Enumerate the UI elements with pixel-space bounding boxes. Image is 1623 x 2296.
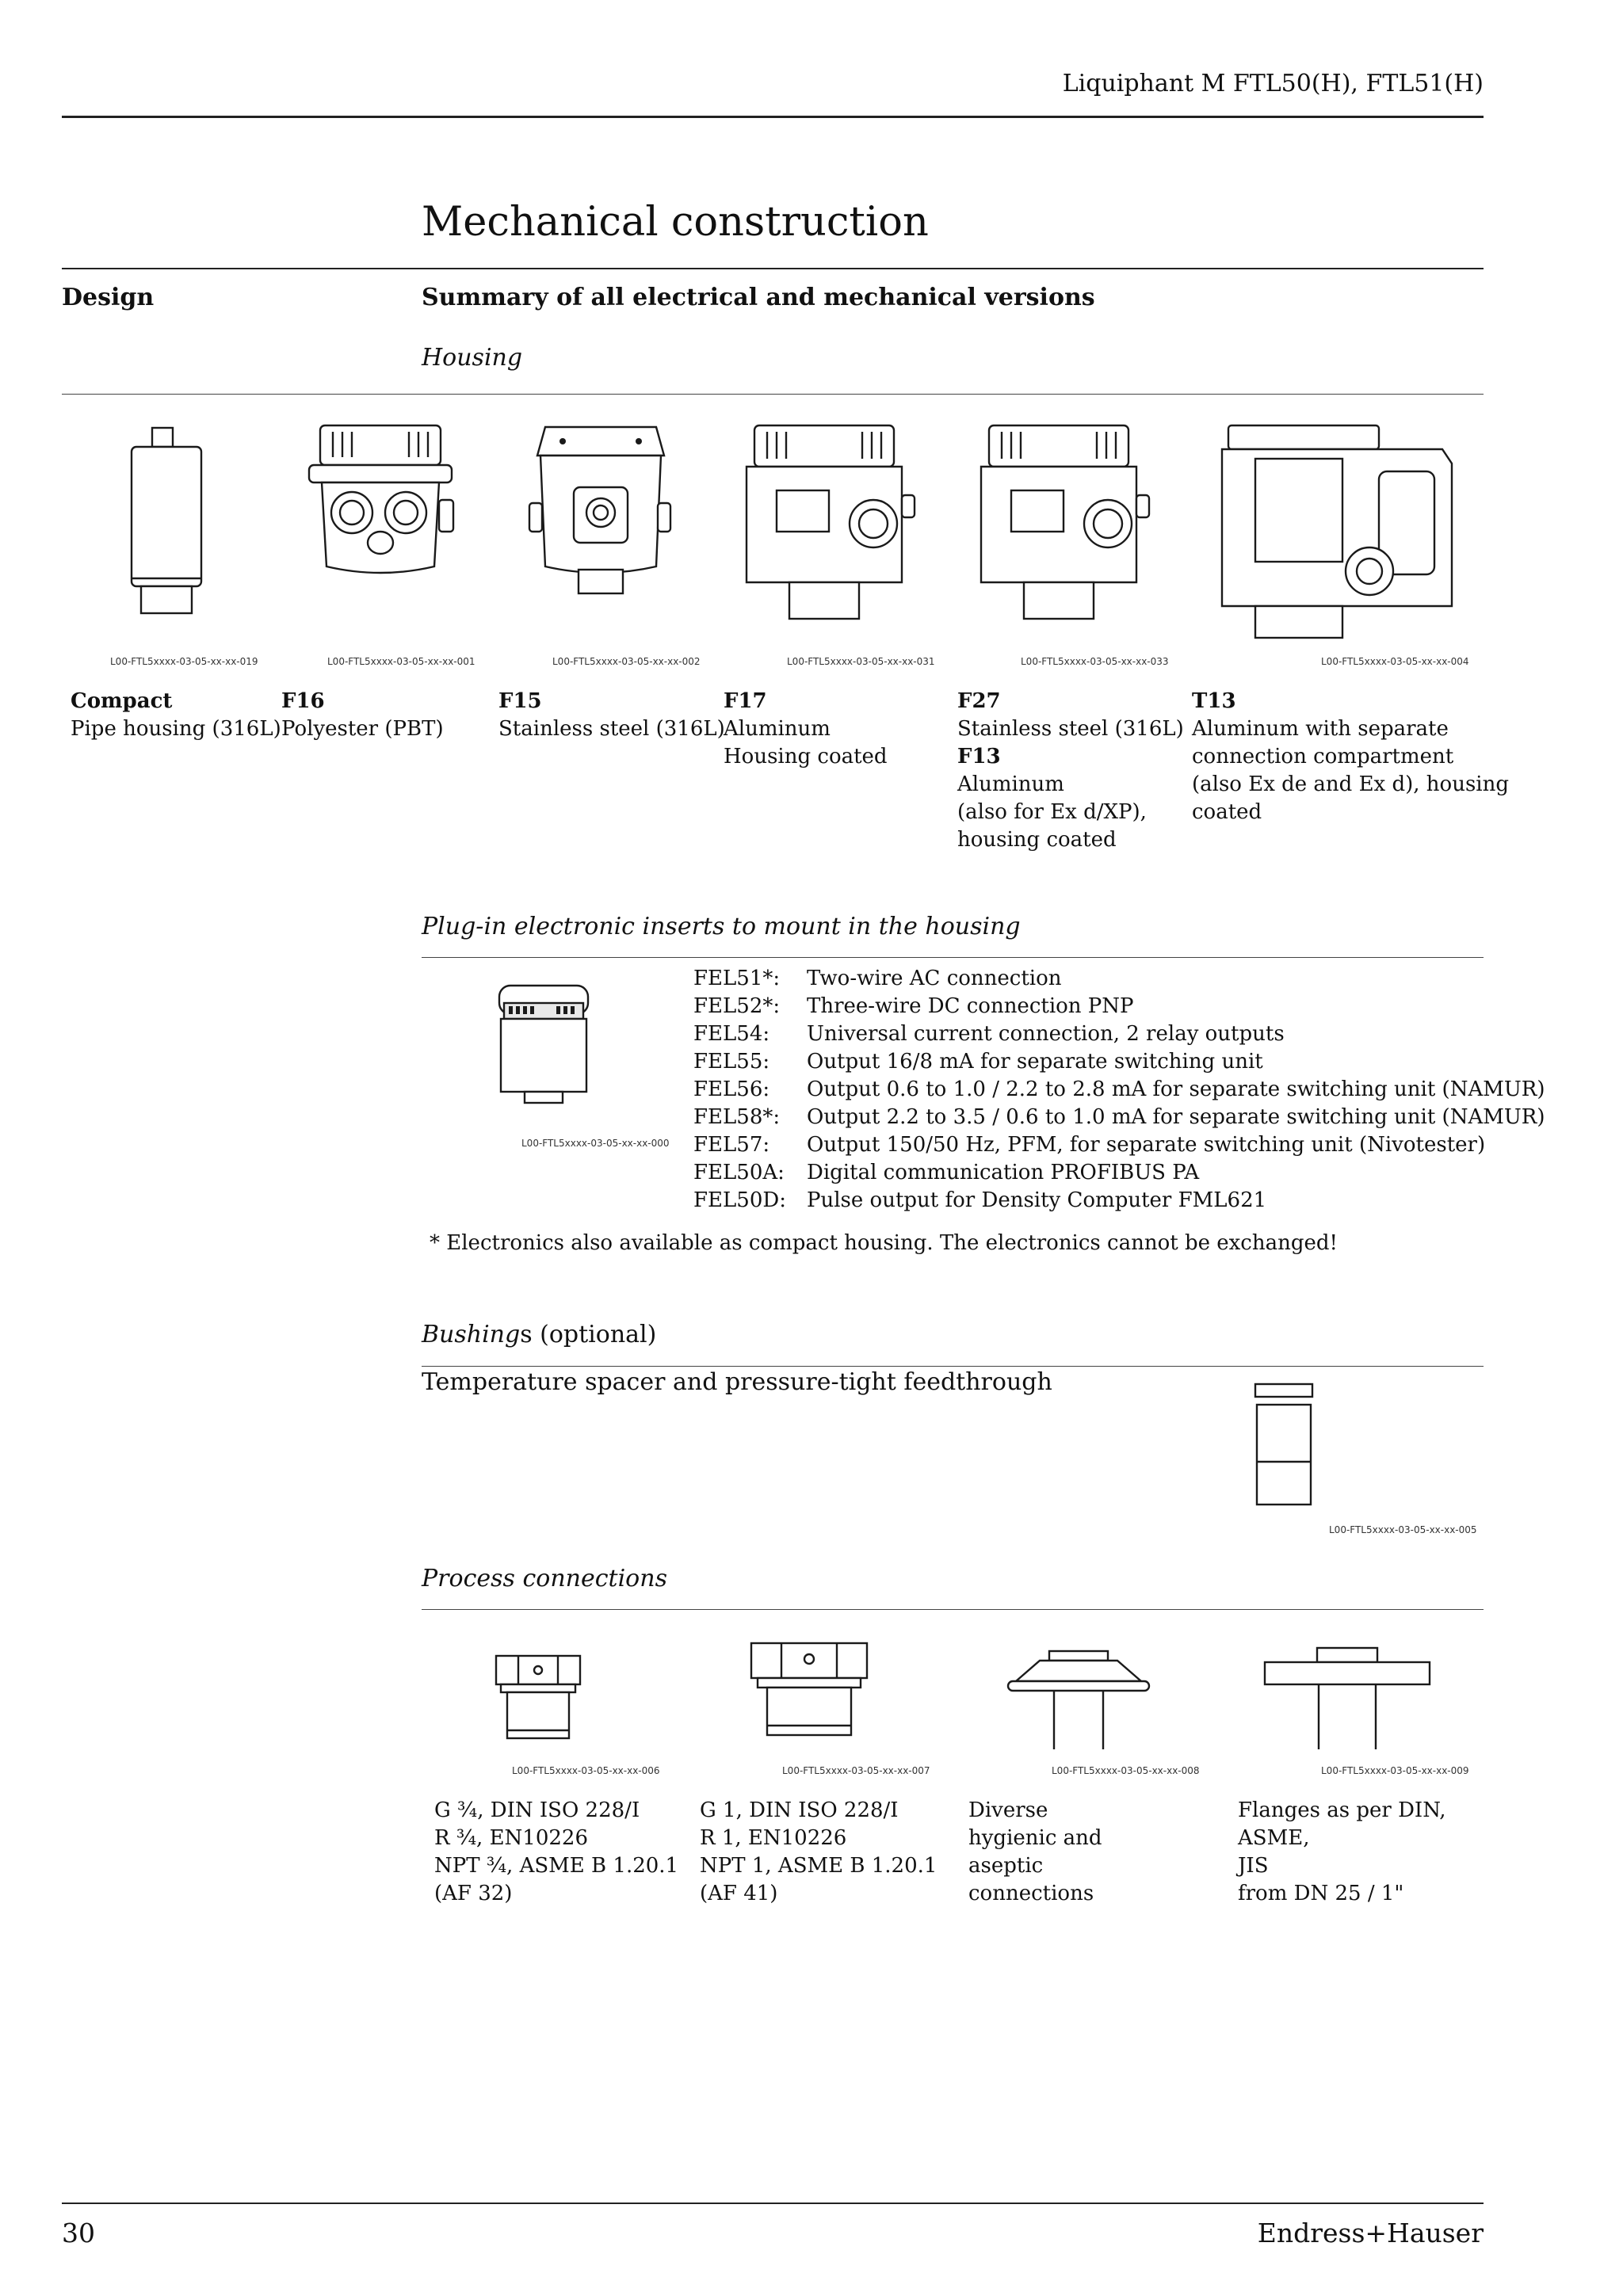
- section-rule: [62, 268, 1484, 269]
- housing-line: (also for Ex d/XP),: [957, 800, 1147, 824]
- inserts-subtitle: Plug-in electronic inserts to mount in the housing: [422, 913, 1021, 940]
- process-connection-hygienic-drawing: [1003, 1648, 1154, 1759]
- housing-line: Housing coated: [724, 745, 888, 769]
- process-line: Flanges as per DIN,: [1238, 1798, 1446, 1822]
- process-desc-3: [968, 1797, 1102, 1908]
- electronic-insert-drawing: [496, 982, 591, 1109]
- process-code-1: L00-FTL5xxxx-03-05-xx-xx-006: [512, 1765, 660, 1776]
- insert-code: FEL52*:: [693, 994, 781, 1018]
- insert-desc: Pulse output for Density Computer FML621: [807, 1188, 1267, 1212]
- insert-code: FEL56:: [693, 1077, 770, 1101]
- housing-code-f27: L00-FTL5xxxx-03-05-xx-xx-033: [1021, 656, 1169, 667]
- housing-name: T13: [1192, 689, 1236, 713]
- housing-name: F15: [498, 689, 542, 713]
- housing-line: (also Ex de and Ex d), housing: [1192, 772, 1509, 796]
- process-code-2: L00-FTL5xxxx-03-05-xx-xx-007: [782, 1765, 930, 1776]
- housing-code-t13: L00-FTL5xxxx-03-05-xx-xx-004: [1321, 656, 1469, 667]
- insert-desc: Output 16/8 mA for separate switching unit: [807, 1050, 1263, 1074]
- process-line: R 1, EN10226: [700, 1826, 847, 1850]
- housing-code-f17: L00-FTL5xxxx-03-05-xx-xx-031: [787, 656, 935, 667]
- process-line: aseptic: [968, 1854, 1044, 1878]
- process-line: JIS: [1238, 1854, 1269, 1878]
- process-line: R ¾, EN10226: [434, 1826, 589, 1850]
- process-line: NPT 1, ASME B 1.20.1: [700, 1854, 938, 1878]
- insert-code: FEL50A:: [693, 1161, 785, 1184]
- process-code-3: L00-FTL5xxxx-03-05-xx-xx-008: [1052, 1765, 1200, 1776]
- bushing-drawing-code: L00-FTL5xxxx-03-05-xx-xx-005: [1329, 1524, 1477, 1535]
- housing-line: connection compartment: [1192, 745, 1454, 769]
- footer-rule: [62, 2203, 1484, 2204]
- housing-line: Pipe housing (316L): [71, 717, 281, 741]
- design-summary: Summary of all electrical and mechanical versions: [422, 284, 1095, 311]
- inserts-footnote: * Electronics also available as compact housing. The electronics cannot be exchanged!: [430, 1231, 1338, 1255]
- inserts-descriptions: [807, 965, 1545, 1215]
- insert-code: FEL50D:: [693, 1188, 786, 1212]
- insert-desc: Three-wire DC connection PNP: [807, 994, 1134, 1018]
- process-connection-g34-drawing: [493, 1653, 588, 1748]
- process-connection-flange-drawing: [1260, 1645, 1434, 1756]
- process-line: G ¾, DIN ISO 228/I: [434, 1798, 640, 1822]
- process-line: from DN 25 / 1": [1238, 1882, 1404, 1905]
- f27-housing-drawing: [980, 424, 1154, 630]
- housing-line: Polyester (PBT): [281, 717, 444, 741]
- insert-desc: Universal current connection, 2 relay outputs: [807, 1022, 1285, 1046]
- inserts-rule: [422, 957, 1484, 958]
- document-header-title: Liquiphant M FTL50(H), FTL51(H): [1062, 70, 1484, 97]
- insert-desc: Output 150/50 Hz, PFM, for separate switching unit (Nivotester): [807, 1133, 1486, 1157]
- design-label: Design: [62, 284, 155, 311]
- section-title: Mechanical construction: [422, 199, 929, 246]
- process-line: (AF 32): [434, 1882, 513, 1905]
- process-line: hygienic and: [968, 1826, 1102, 1850]
- housing-code-f16: L00-FTL5xxxx-03-05-xx-xx-001: [327, 656, 475, 667]
- process-line: Diverse: [968, 1798, 1048, 1822]
- inserts-drawing-code: L00-FTL5xxxx-03-05-xx-xx-000: [521, 1138, 670, 1149]
- insert-code: FEL57:: [693, 1133, 770, 1157]
- process-line: ASME,: [1238, 1826, 1310, 1850]
- page-number: 30: [62, 2218, 95, 2248]
- housing-line: Aluminum: [724, 717, 831, 741]
- inserts-codes: [693, 965, 786, 1215]
- process-connection-g1-drawing: [748, 1640, 875, 1743]
- housing-line: Stainless steel (316L): [498, 717, 725, 741]
- housing-desc-f17: [724, 688, 888, 771]
- housing-name: Compact: [71, 689, 173, 713]
- housing-desc-f16: [281, 688, 444, 743]
- housing-name: F27: [957, 689, 1001, 713]
- f16-housing-drawing: [307, 424, 458, 622]
- t13-housing-drawing: [1220, 424, 1458, 646]
- bushings-subtitle-rest: s (optional): [520, 1321, 657, 1348]
- insert-desc: Output 0.6 to 1.0 / 2.2 to 2.8 mA for separate switching unit (NAMUR): [807, 1077, 1545, 1101]
- insert-desc: Two-wire AC connection: [807, 967, 1062, 990]
- process-line: connections: [968, 1882, 1094, 1905]
- housing-desc-f15: [498, 688, 725, 743]
- process-subtitle: Process connections: [422, 1565, 667, 1592]
- insert-desc: Output 2.2 to 3.5 / 0.6 to 1.0 mA for separate switching unit (NAMUR): [807, 1105, 1545, 1129]
- process-desc-4: [1238, 1797, 1446, 1908]
- housing-name: F13: [957, 745, 1001, 769]
- f17-housing-drawing: [745, 424, 919, 630]
- process-code-4: L00-FTL5xxxx-03-05-xx-xx-009: [1321, 1765, 1469, 1776]
- process-line: G 1, DIN ISO 228/I: [700, 1798, 899, 1822]
- housing-line: Stainless steel (316L): [957, 717, 1184, 741]
- housing-line: coated: [1192, 800, 1262, 824]
- brand-name: Endress+Hauser: [1257, 2218, 1484, 2248]
- housing-name: F17: [724, 689, 767, 713]
- header-rule: [62, 116, 1484, 118]
- housing-name: F16: [281, 689, 325, 713]
- housing-line: Aluminum: [957, 772, 1064, 796]
- insert-code: FEL54:: [693, 1022, 770, 1046]
- process-desc-1: [434, 1797, 678, 1908]
- insert-code: FEL55:: [693, 1050, 770, 1074]
- housing-line: Aluminum with separate: [1192, 717, 1449, 741]
- insert-code: FEL51*:: [693, 967, 781, 990]
- housing-code-compact: L00-FTL5xxxx-03-05-xx-xx-019: [110, 656, 258, 667]
- bushing-drawing: [1254, 1383, 1314, 1509]
- insert-desc: Digital communication PROFIBUS PA: [807, 1161, 1200, 1184]
- process-line: NPT ¾, ASME B 1.20.1: [434, 1854, 679, 1878]
- housing-rule: [62, 394, 1484, 395]
- housing-desc-f27-f13: [957, 688, 1184, 854]
- housing-desc-compact: [71, 688, 281, 743]
- compact-housing-drawing: [127, 428, 206, 618]
- f15-housing-drawing: [529, 424, 672, 622]
- housing-line: housing coated: [957, 828, 1117, 852]
- bushings-rule: [422, 1366, 1484, 1367]
- process-line: (AF 41): [700, 1882, 778, 1905]
- housing-subtitle: Housing: [422, 344, 523, 372]
- insert-code: FEL58*:: [693, 1105, 781, 1129]
- housing-code-f15: L00-FTL5xxxx-03-05-xx-xx-002: [552, 656, 701, 667]
- bushings-subtitle-italic: Bushing: [422, 1321, 521, 1348]
- housing-desc-t13: [1192, 688, 1509, 826]
- process-desc-2: [700, 1797, 937, 1908]
- process-rule: [422, 1609, 1484, 1610]
- bushings-text: Temperature spacer and pressure-tight feedthrough: [422, 1368, 1052, 1396]
- bushings-subtitle: [422, 1321, 656, 1349]
